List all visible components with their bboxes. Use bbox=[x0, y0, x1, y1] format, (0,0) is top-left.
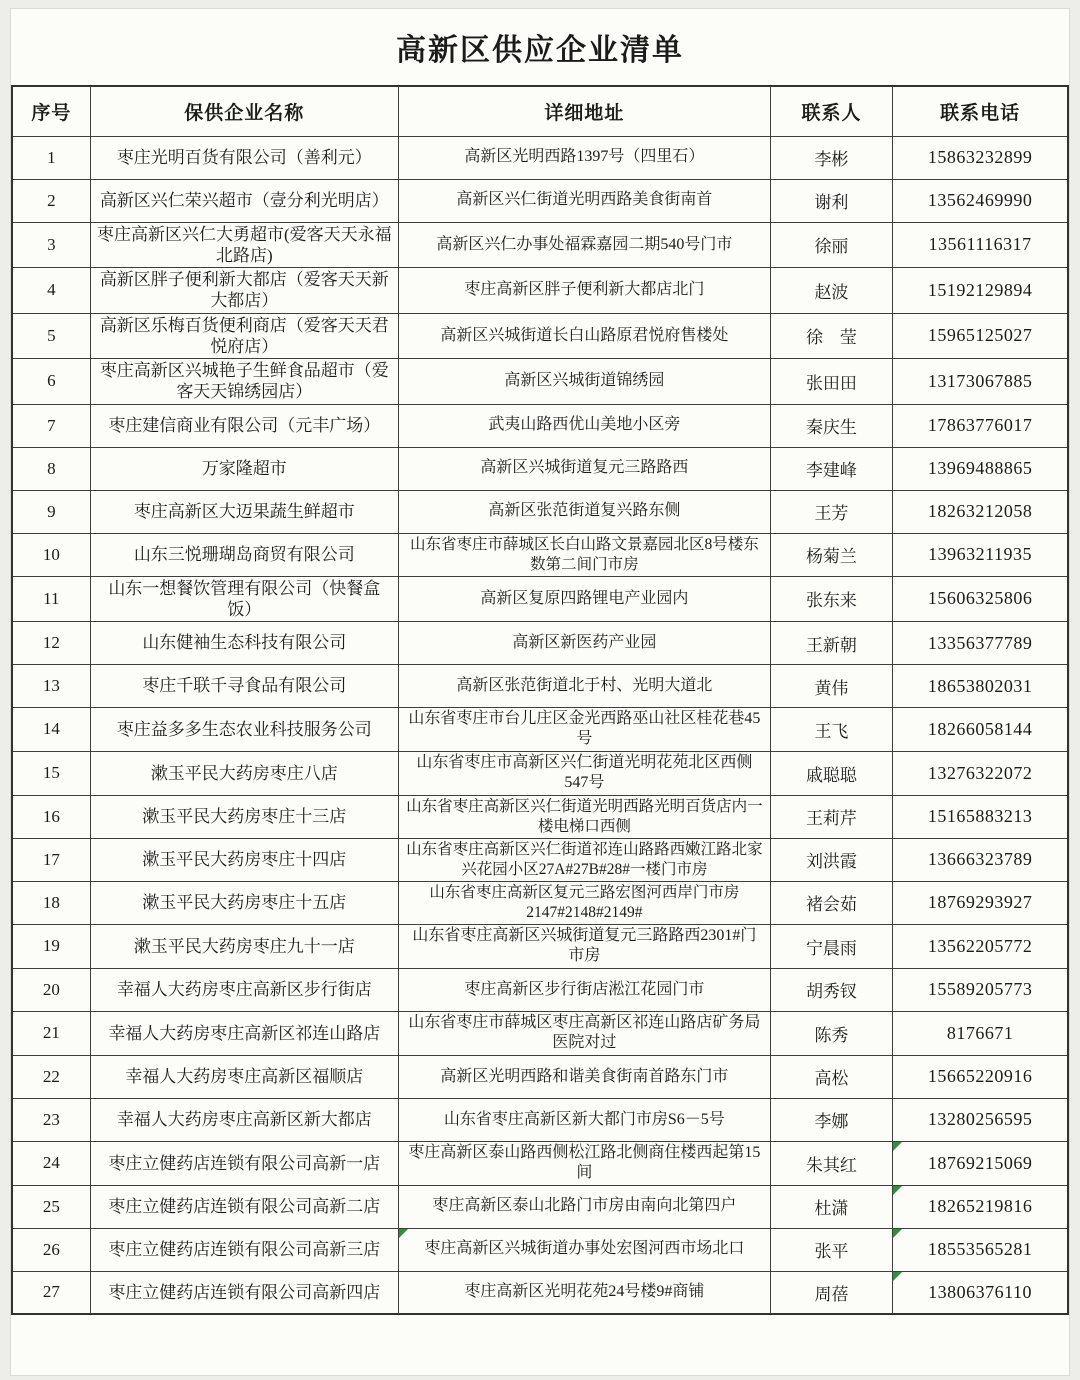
company-address-cell: 枣庄高新区光明花苑24号楼9#商铺 bbox=[398, 1271, 770, 1314]
company-name-cell: 枣庄立健药店连锁有限公司高新四店 bbox=[90, 1271, 398, 1314]
contact-phone-cell: 18263212058 bbox=[893, 490, 1068, 533]
table-row bbox=[12, 490, 1068, 533]
row-number-cell: 1 bbox=[12, 136, 90, 179]
contact-person-cell: 赵波 bbox=[770, 268, 892, 314]
contact-person-cell: 徐 莹 bbox=[770, 313, 892, 359]
contact-person-cell: 张平 bbox=[770, 1228, 892, 1271]
contact-phone-cell: 13562469990 bbox=[893, 179, 1068, 222]
contact-phone-cell: 13280256595 bbox=[893, 1098, 1068, 1141]
row-number-cell: 24 bbox=[12, 1141, 90, 1185]
row-number-cell: 26 bbox=[12, 1228, 90, 1271]
contact-phone-cell: 15589205773 bbox=[893, 968, 1068, 1011]
row-number-cell: 10 bbox=[12, 533, 90, 576]
table-row bbox=[12, 665, 1068, 708]
contact-person-cell: 徐丽 bbox=[770, 222, 892, 268]
company-address-cell: 山东省枣庄市台儿庄区金光西路巫山社区桂花巷45号 bbox=[398, 708, 770, 752]
company-name-cell: 漱玉平民大药房枣庄十四店 bbox=[90, 838, 398, 881]
company-address-cell: 高新区兴城街道复元三路路西 bbox=[398, 447, 770, 490]
company-address-cell: 山东省枣庄市薛城区长白山路文景嘉园北区8号楼东数第二间门市房 bbox=[398, 533, 770, 576]
header-phone: 联系电话 bbox=[893, 86, 1068, 136]
contact-person-cell: 王飞 bbox=[770, 708, 892, 752]
company-address-cell: 高新区复原四路锂电产业园内 bbox=[398, 576, 770, 622]
cell-flag-icon bbox=[893, 1229, 902, 1238]
company-name-cell: 高新区兴仁荣兴超市（壹分利光明店） bbox=[90, 179, 398, 222]
contact-phone-cell: 18553565281 bbox=[893, 1228, 1068, 1271]
table-row bbox=[12, 313, 1068, 359]
company-name-cell: 漱玉平民大药房枣庄十五店 bbox=[90, 881, 398, 924]
company-address-cell: 高新区兴城街道长白山路原君悦府售楼处 bbox=[398, 313, 770, 359]
contact-phone-cell: 13562205772 bbox=[893, 924, 1068, 968]
contact-person-cell: 谢利 bbox=[770, 179, 892, 222]
contact-person-cell: 刘洪霞 bbox=[770, 838, 892, 881]
company-address-cell: 高新区张范街道北于村、光明大道北 bbox=[398, 665, 770, 708]
row-number-cell: 4 bbox=[12, 268, 90, 314]
table-row bbox=[12, 924, 1068, 968]
company-address-cell: 山东省枣庄高新区兴仁街道光明西路光明百货店内一楼电梯口西侧 bbox=[398, 795, 770, 838]
contact-phone-cell: 18769293927 bbox=[893, 881, 1068, 924]
row-number-cell: 23 bbox=[12, 1098, 90, 1141]
contact-phone-cell: 13666323789 bbox=[893, 838, 1068, 881]
row-number-cell: 9 bbox=[12, 490, 90, 533]
row-number-cell: 20 bbox=[12, 968, 90, 1011]
table-row bbox=[12, 576, 1068, 622]
table-row bbox=[12, 622, 1068, 665]
row-number-cell: 3 bbox=[12, 222, 90, 268]
row-number-cell: 5 bbox=[12, 313, 90, 359]
header-address: 详细地址 bbox=[398, 86, 770, 136]
contact-person-cell: 朱其红 bbox=[770, 1141, 892, 1185]
table-row bbox=[12, 881, 1068, 924]
company-name-cell: 枣庄高新区大迈果蔬生鲜超市 bbox=[90, 490, 398, 533]
supplier-table bbox=[11, 85, 1069, 1315]
contact-person-cell: 张田田 bbox=[770, 359, 892, 405]
contact-person-cell: 陈秀 bbox=[770, 1011, 892, 1055]
company-name-cell: 漱玉平民大药房枣庄十三店 bbox=[90, 795, 398, 838]
contact-phone-cell: 13561116317 bbox=[893, 222, 1068, 268]
company-address-cell: 高新区张范街道复兴路东侧 bbox=[398, 490, 770, 533]
company-address-cell: 山东省枣庄高新区兴仁街道祁连山路路西嫩江路北家兴花园小区27A#27B#28#一楼门市房 bbox=[398, 838, 770, 881]
company-name-cell: 枣庄千联千寻食品有限公司 bbox=[90, 665, 398, 708]
table-row bbox=[12, 222, 1068, 268]
contact-person-cell: 张东来 bbox=[770, 576, 892, 622]
company-name-cell: 幸福人大药房枣庄高新区祁连山路店 bbox=[90, 1011, 398, 1055]
table-row bbox=[12, 404, 1068, 447]
company-name-cell: 枣庄立健药店连锁有限公司高新二店 bbox=[90, 1185, 398, 1228]
contact-phone-cell: 15192129894 bbox=[893, 268, 1068, 314]
contact-phone-cell: 13356377789 bbox=[893, 622, 1068, 665]
row-number-cell: 15 bbox=[12, 751, 90, 795]
company-address-cell: 枣庄高新区兴城街道办事处宏图河西市场北口 bbox=[398, 1228, 770, 1271]
contact-person-cell: 杨菊兰 bbox=[770, 533, 892, 576]
contact-person-cell: 王莉芹 bbox=[770, 795, 892, 838]
table-row bbox=[12, 1185, 1068, 1228]
contact-person-cell: 黄伟 bbox=[770, 665, 892, 708]
company-name-cell: 幸福人大药房枣庄高新区福顺店 bbox=[90, 1055, 398, 1098]
company-address-cell: 山东省枣庄市薛城区枣庄高新区祁连山路店矿务局医院对过 bbox=[398, 1011, 770, 1055]
contact-person-cell: 胡秀钗 bbox=[770, 968, 892, 1011]
contact-phone-cell: 15165883213 bbox=[893, 795, 1068, 838]
company-address-cell: 枣庄高新区步行街店淞江花园门市 bbox=[398, 968, 770, 1011]
table-row bbox=[12, 359, 1068, 405]
row-number-cell: 7 bbox=[12, 404, 90, 447]
company-name-cell: 山东三悦珊瑚岛商贸有限公司 bbox=[90, 533, 398, 576]
row-number-cell: 19 bbox=[12, 924, 90, 968]
company-address-cell: 高新区兴仁街道光明西路美食街南首 bbox=[398, 179, 770, 222]
company-name-cell: 枣庄光明百货有限公司（善利元） bbox=[90, 136, 398, 179]
contact-person-cell: 杜潇 bbox=[770, 1185, 892, 1228]
company-address-cell: 高新区光明西路和谐美食街南首路东门市 bbox=[398, 1055, 770, 1098]
contact-phone-cell: 18653802031 bbox=[893, 665, 1068, 708]
row-number-cell: 16 bbox=[12, 795, 90, 838]
contact-phone-cell: 18769215069 bbox=[893, 1141, 1068, 1185]
header-name: 保供企业名称 bbox=[90, 86, 398, 136]
cell-flag-icon bbox=[893, 1186, 902, 1195]
company-address-cell: 高新区兴仁办事处福霖嘉园二期540号门市 bbox=[398, 222, 770, 268]
table-row bbox=[12, 838, 1068, 881]
page-title: 高新区供应企业清单 bbox=[396, 34, 684, 67]
table-row bbox=[12, 447, 1068, 490]
contact-phone-cell: 15606325806 bbox=[893, 576, 1068, 622]
contact-person-cell: 褚会茹 bbox=[770, 881, 892, 924]
company-name-cell: 幸福人大药房枣庄高新区步行街店 bbox=[90, 968, 398, 1011]
contact-person-cell: 李娜 bbox=[770, 1098, 892, 1141]
cell-flag-icon bbox=[893, 1272, 902, 1281]
spreadsheet-sheet bbox=[10, 8, 1070, 1376]
company-address-cell: 高新区兴城街道锦绣园 bbox=[398, 359, 770, 405]
contact-person-cell: 秦庆生 bbox=[770, 404, 892, 447]
contact-person-cell: 王芳 bbox=[770, 490, 892, 533]
header-row bbox=[12, 86, 1068, 136]
table-row bbox=[12, 136, 1068, 179]
contact-phone-cell: 13276322072 bbox=[893, 751, 1068, 795]
contact-person-cell: 李建峰 bbox=[770, 447, 892, 490]
header-no: 序号 bbox=[12, 86, 90, 136]
company-name-cell: 枣庄益多多生态农业科技服务公司 bbox=[90, 708, 398, 752]
company-address-cell: 武夷山路西优山美地小区旁 bbox=[398, 404, 770, 447]
company-address-cell: 高新区光明西路1397号（四里石） bbox=[398, 136, 770, 179]
company-address-cell: 山东省枣庄市高新区兴仁街道光明花苑北区西侧547号 bbox=[398, 751, 770, 795]
row-number-cell: 27 bbox=[12, 1271, 90, 1314]
contact-phone-cell: 18266058144 bbox=[893, 708, 1068, 752]
company-address-cell: 山东省枣庄高新区新大都门市房S6－5号 bbox=[398, 1098, 770, 1141]
contact-phone-cell: 13963211935 bbox=[893, 533, 1068, 576]
contact-person-cell: 高松 bbox=[770, 1055, 892, 1098]
company-name-cell: 高新区乐梅百货便利商店（爱客天天君悦府店） bbox=[90, 313, 398, 359]
contact-phone-cell: 13806376110 bbox=[893, 1271, 1068, 1314]
company-address-cell: 山东省枣庄高新区兴城街道复元三路路西2301#门市房 bbox=[398, 924, 770, 968]
company-name-cell: 枣庄建信商业有限公司（元丰广场） bbox=[90, 404, 398, 447]
row-number-cell: 25 bbox=[12, 1185, 90, 1228]
contact-person-cell: 李彬 bbox=[770, 136, 892, 179]
contact-phone-cell: 18265219816 bbox=[893, 1185, 1068, 1228]
row-number-cell: 21 bbox=[12, 1011, 90, 1055]
contact-phone-cell: 17863776017 bbox=[893, 404, 1068, 447]
table-row bbox=[12, 751, 1068, 795]
header-contact: 联系人 bbox=[770, 86, 892, 136]
cell-flag-icon bbox=[399, 1229, 408, 1238]
cell-flag-icon bbox=[893, 1142, 902, 1151]
company-name-cell: 枣庄立健药店连锁有限公司高新一店 bbox=[90, 1141, 398, 1185]
contact-phone-cell: 13969488865 bbox=[893, 447, 1068, 490]
table-row bbox=[12, 268, 1068, 314]
row-number-cell: 14 bbox=[12, 708, 90, 752]
contact-person-cell: 王新朝 bbox=[770, 622, 892, 665]
row-number-cell: 13 bbox=[12, 665, 90, 708]
company-name-cell: 幸福人大药房枣庄高新区新大都店 bbox=[90, 1098, 398, 1141]
company-address-cell: 枣庄高新区胖子便利新大都店北门 bbox=[398, 268, 770, 314]
company-name-cell: 漱玉平民大药房枣庄九十一店 bbox=[90, 924, 398, 968]
supplier-table-body bbox=[12, 136, 1068, 1314]
title-block bbox=[11, 9, 1069, 85]
contact-person-cell: 戚聪聪 bbox=[770, 751, 892, 795]
company-address-cell: 山东省枣庄高新区复元三路宏图河西岸门市房2147#2148#2149# bbox=[398, 881, 770, 924]
row-number-cell: 18 bbox=[12, 881, 90, 924]
row-number-cell: 6 bbox=[12, 359, 90, 405]
row-number-cell: 17 bbox=[12, 838, 90, 881]
company-name-cell: 枣庄立健药店连锁有限公司高新三店 bbox=[90, 1228, 398, 1271]
contact-phone-cell: 15863232899 bbox=[893, 136, 1068, 179]
table-row bbox=[12, 1055, 1068, 1098]
row-number-cell: 11 bbox=[12, 576, 90, 622]
table-row bbox=[12, 708, 1068, 752]
company-name-cell: 山东健袖生态科技有限公司 bbox=[90, 622, 398, 665]
company-name-cell: 枣庄高新区兴仁大勇超市(爱客天天永福北路店) bbox=[90, 222, 398, 268]
company-address-cell: 枣庄高新区泰山路西侧松江路北侧商住楼西起第15间 bbox=[398, 1141, 770, 1185]
company-address-cell: 枣庄高新区泰山北路门市房由南向北第四户 bbox=[398, 1185, 770, 1228]
contact-person-cell: 周蓓 bbox=[770, 1271, 892, 1314]
table-row bbox=[12, 1141, 1068, 1185]
row-number-cell: 22 bbox=[12, 1055, 90, 1098]
row-number-cell: 2 bbox=[12, 179, 90, 222]
row-number-cell: 8 bbox=[12, 447, 90, 490]
table-row bbox=[12, 533, 1068, 576]
company-name-cell: 枣庄高新区兴城艳子生鲜食品超市（爱客天天锦绣园店） bbox=[90, 359, 398, 405]
row-number-cell: 12 bbox=[12, 622, 90, 665]
table-row bbox=[12, 968, 1068, 1011]
company-name-cell: 万家隆超市 bbox=[90, 447, 398, 490]
company-name-cell: 高新区胖子便利新大都店（爱客天天新大都店） bbox=[90, 268, 398, 314]
company-address-cell: 高新区新医药产业园 bbox=[398, 622, 770, 665]
contact-phone-cell: 15965125027 bbox=[893, 313, 1068, 359]
contact-phone-cell: 13173067885 bbox=[893, 359, 1068, 405]
contact-phone-cell: 15665220916 bbox=[893, 1055, 1068, 1098]
table-row bbox=[12, 1011, 1068, 1055]
table-row bbox=[12, 795, 1068, 838]
contact-person-cell: 宁晨雨 bbox=[770, 924, 892, 968]
table-row bbox=[12, 179, 1068, 222]
company-name-cell: 漱玉平民大药房枣庄八店 bbox=[90, 751, 398, 795]
table-row bbox=[12, 1098, 1068, 1141]
table-row bbox=[12, 1271, 1068, 1314]
company-name-cell: 山东一想餐饮管理有限公司（快餐盒饭） bbox=[90, 576, 398, 622]
contact-phone-cell: 8176671 bbox=[893, 1011, 1068, 1055]
table-row bbox=[12, 1228, 1068, 1271]
